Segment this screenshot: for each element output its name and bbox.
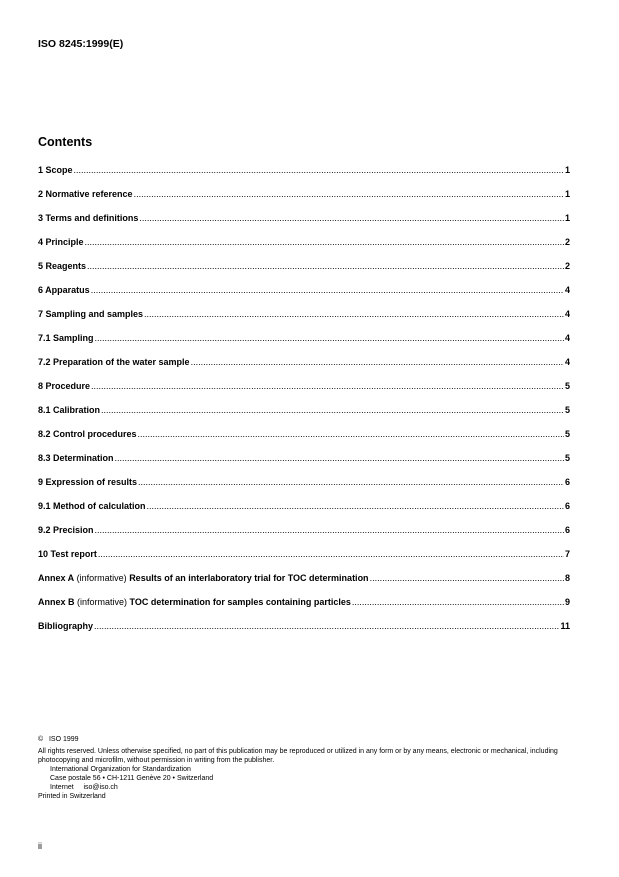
toc-page-number: 4	[564, 357, 570, 367]
toc-entry-title: TOC determination for samples containing particles	[129, 597, 351, 607]
rights-statement: All rights reserved. Unless otherwise specified, no part of this publication may be reproduced or utilized in any form or by any means, electronic or mechanical, including photocopying and microfilm, without permission in writing from the publisher.	[38, 748, 558, 764]
toc-page-number: 5	[564, 453, 570, 463]
toc-entry-sampling[interactable]	[38, 332, 570, 356]
toc-leader	[138, 428, 564, 440]
toc-leader	[144, 308, 564, 320]
toc-page-number: 5	[564, 381, 570, 391]
toc-entry-reagents[interactable]	[38, 260, 570, 284]
toc-entry-procedure[interactable]	[38, 380, 570, 404]
toc-entry-bibliography[interactable]	[38, 620, 570, 644]
toc-entry-label: 9 Expression of results	[38, 477, 138, 487]
toc-entry-normative-reference[interactable]	[38, 188, 570, 212]
toc-entry-title: Results of an interlaboratory trial for TOC determination	[129, 573, 369, 583]
toc-page-number: 6	[564, 525, 570, 535]
page-number: ii	[38, 841, 42, 851]
toc-entry-label: 8 Procedure	[38, 381, 91, 391]
toc-entry-label: 4 Principle	[38, 237, 84, 247]
table-of-contents	[38, 164, 570, 644]
toc-leader	[115, 452, 564, 464]
toc-page-number: 4	[564, 309, 570, 319]
toc-entry-sampling-and-samples[interactable]	[38, 308, 570, 332]
copyright-line: © ISO 1999	[38, 736, 79, 743]
toc-entry-method-of-calculation[interactable]	[38, 500, 570, 524]
toc-entry-note: (informative)	[74, 597, 130, 607]
toc-entry-apparatus[interactable]	[38, 284, 570, 308]
toc-leader	[370, 572, 564, 584]
copyright-block	[38, 735, 578, 801]
toc-entry-precision[interactable]	[38, 524, 570, 548]
internet-address: Internet iso@iso.ch	[50, 784, 118, 791]
toc-entry-label: 5 Reagents	[38, 261, 87, 271]
toc-page-number: 8	[564, 573, 570, 583]
toc-entry-annex-a[interactable]	[38, 572, 570, 596]
toc-entry-terms-and-definitions[interactable]	[38, 212, 570, 236]
toc-page-number: 6	[564, 501, 570, 511]
toc-leader	[94, 620, 559, 632]
organization-name: International Organization for Standardization	[50, 766, 191, 773]
toc-page-number: 1	[564, 189, 570, 199]
toc-entry-label: 7.2 Preparation of the water sample	[38, 357, 190, 367]
toc-page-number: 6	[564, 477, 570, 487]
toc-page-number: 5	[564, 405, 570, 415]
toc-page-number: 2	[564, 237, 570, 247]
toc-leader	[191, 356, 564, 368]
toc-leader	[134, 188, 564, 200]
toc-leader	[352, 596, 564, 608]
document-id-header: ISO 8245:1999(E)	[38, 38, 124, 50]
toc-entry-annex-b[interactable]	[38, 596, 570, 620]
toc-leader	[95, 524, 564, 536]
printed-in: Printed in Switzerland	[38, 793, 106, 800]
toc-page-number: 1	[564, 213, 570, 223]
toc-leader	[85, 236, 564, 248]
toc-entry-test-report[interactable]	[38, 548, 570, 572]
toc-entry-label: 7.1 Sampling	[38, 333, 94, 343]
toc-leader	[74, 164, 564, 176]
toc-leader	[98, 548, 564, 560]
toc-leader	[147, 500, 564, 512]
toc-leader	[101, 404, 564, 416]
toc-entry-label: 6 Apparatus	[38, 285, 90, 295]
toc-entry-note: (informative)	[74, 573, 130, 583]
toc-entry-determination[interactable]	[38, 452, 570, 476]
toc-entry-control-procedures[interactable]	[38, 428, 570, 452]
toc-page-number: 1	[564, 165, 570, 175]
toc-entry-label: 10 Test report	[38, 549, 97, 559]
toc-page-number: 11	[560, 621, 570, 631]
toc-page-number: 2	[564, 261, 570, 271]
toc-leader	[91, 284, 564, 296]
toc-entry-principle[interactable]	[38, 236, 570, 260]
toc-entry-label: 7 Sampling and samples	[38, 309, 144, 319]
toc-entry-expression-of-results[interactable]	[38, 476, 570, 500]
toc-entry-label: 9.1 Method of calculation	[38, 501, 146, 511]
toc-entry-preparation-of-water-sample[interactable]	[38, 356, 570, 380]
toc-leader	[95, 332, 564, 344]
toc-page-number: 7	[564, 549, 570, 559]
toc-entry-label: 8.1 Calibration	[38, 405, 101, 415]
toc-page-number: 4	[564, 285, 570, 295]
toc-entry-scope[interactable]	[38, 164, 570, 188]
toc-page-number: 4	[564, 333, 570, 343]
postal-address: Case postale 56 • CH-1211 Genève 20 • Switzerland	[50, 775, 214, 782]
toc-entry-label: 2 Normative reference	[38, 189, 133, 199]
toc-leader	[139, 212, 564, 224]
toc-leader	[138, 476, 564, 488]
toc-leader	[91, 380, 564, 392]
toc-page-number: 5	[564, 429, 570, 439]
toc-entry-label: 1 Scope	[38, 165, 73, 175]
contents-title: Contents	[38, 135, 93, 149]
toc-entry-label: Annex A	[38, 573, 75, 583]
toc-entry-label: 9.2 Precision	[38, 525, 94, 535]
toc-entry-label: Bibliography	[38, 621, 94, 631]
toc-entry-calibration[interactable]	[38, 404, 570, 428]
toc-entry-label: 3 Terms and definitions	[38, 213, 139, 223]
toc-entry-label: 8.2 Control procedures	[38, 429, 137, 439]
toc-entry-label: 8.3 Determination	[38, 453, 114, 463]
toc-entry-label: Annex B	[38, 597, 75, 607]
toc-page-number: 9	[564, 597, 570, 607]
toc-leader	[87, 260, 564, 272]
